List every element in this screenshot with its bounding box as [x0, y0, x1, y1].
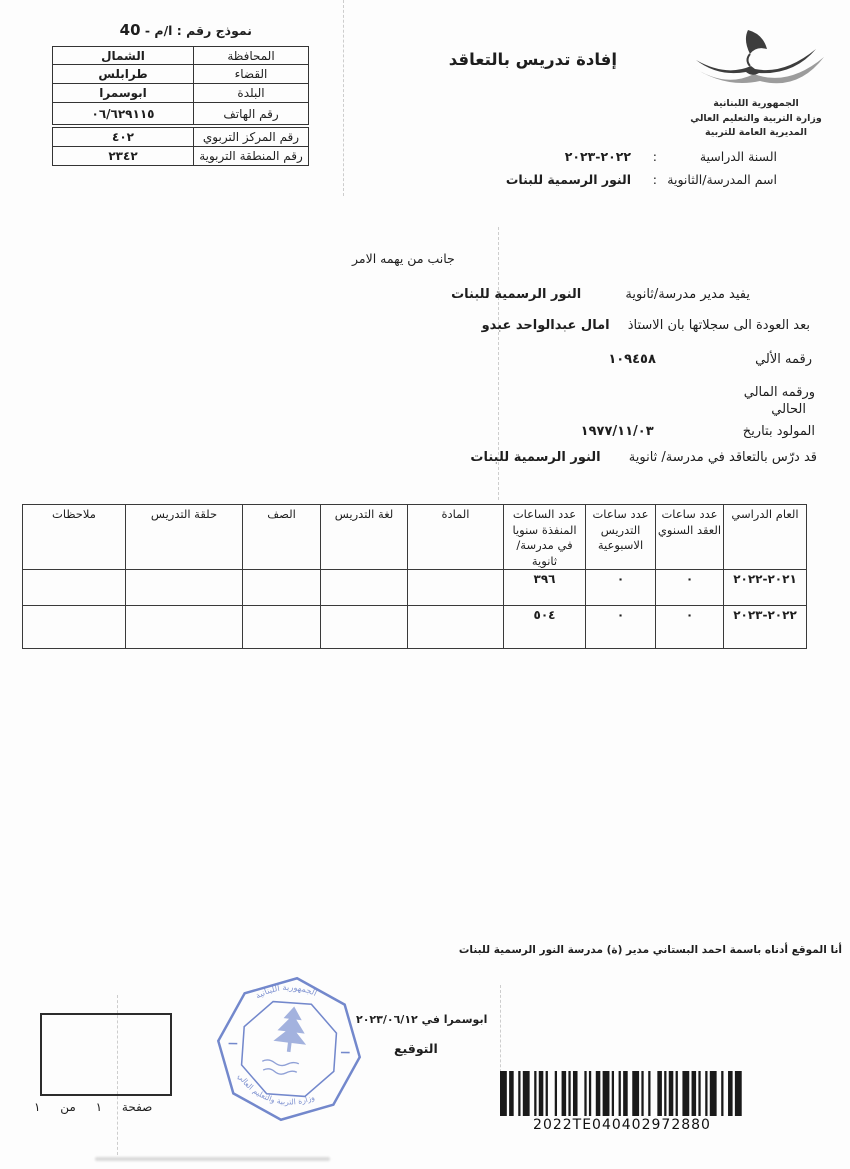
info-label: المحافظة — [194, 47, 309, 65]
financial-label-line2: الحالي — [771, 402, 806, 417]
info-value: ٤٠٢ — [53, 128, 194, 147]
school-name-label: اسم المدرسة/الثانوية — [667, 172, 777, 187]
table-row — [23, 606, 807, 649]
ministry-line-1: الجمهورية اللبنانية — [713, 98, 799, 109]
teacher-name-value: امال عبدالواحد عبدو — [481, 318, 610, 333]
info-label: رقم الهاتف — [194, 103, 309, 125]
cell-cycle — [126, 606, 243, 649]
financial-label-line1: ورقمه المالي — [743, 385, 815, 400]
info-value: طرابلس — [53, 65, 194, 84]
col-header: العام الدراسي — [724, 505, 807, 570]
auto-number-value: ١٠٩٤٥٨ — [608, 352, 656, 367]
official-stamp — [201, 963, 377, 1135]
records-label: بعد العودة الى سجلاتها بان الاستاذ — [627, 318, 810, 333]
education-center-table — [52, 127, 309, 166]
col-header: عدد ساعات العقد السنوي — [656, 505, 724, 570]
school-name-row: اسم المدرسة/الثانوية:النور الرسمية للبنات — [505, 172, 777, 187]
academic-year-value: ٢٠٢٢-٢٠٢٣ — [564, 149, 631, 164]
ministry-logo — [686, 27, 826, 97]
fold-crease — [343, 0, 344, 196]
info-value: ابوسمرا — [53, 84, 194, 103]
stamp-text-top: الجمهورية اللبنانية — [253, 981, 319, 1001]
taught-school-value: النور الرسمية للبنات — [470, 450, 601, 465]
info-label: البلدة — [194, 84, 309, 103]
cell-contract-hours: ٠ — [656, 570, 724, 606]
ministry-line-3: المديرية العامة للتربية — [705, 127, 807, 138]
hours-header-row — [23, 505, 807, 570]
col-header: الصف — [243, 505, 321, 570]
academic-year-row: السنة الدراسية:٢٠٢٢-٢٠٢٣ — [564, 149, 777, 164]
cedar-icon — [272, 1004, 310, 1053]
auto-number-label: رقمه الألي — [755, 352, 812, 367]
certify-line — [451, 287, 750, 302]
cell-executed-hours: ٣٩٦ — [504, 570, 586, 606]
teaching-hours-table — [22, 504, 807, 649]
empty-stamp-box — [40, 1013, 172, 1096]
cell-cycle — [126, 570, 243, 606]
table-row — [23, 570, 807, 606]
certify-school-value: النور الرسمية للبنات — [451, 287, 582, 302]
form-number — [60, 21, 252, 39]
cell-notes — [23, 606, 126, 649]
col-header: لغة التدريس — [321, 505, 408, 570]
col-header: حلقة التدريس — [126, 505, 243, 570]
col-header: المادة — [408, 505, 504, 570]
financial-number-line — [744, 384, 815, 418]
cell-weekly-hours: ٠ — [586, 606, 656, 649]
info-value: الشمال — [53, 47, 194, 65]
cell-contract-hours: ٠ — [656, 606, 724, 649]
barcode — [500, 1071, 744, 1133]
place-date-line: ابوسمرا في ٢٠٢٣/٠٦/١٢ — [356, 1013, 488, 1026]
records-line — [482, 318, 810, 333]
cell-language — [321, 570, 408, 606]
info-value: ٠٦/٦٢٩١١٥ — [53, 103, 194, 125]
info-value: ٢٣٤٢ — [53, 147, 194, 166]
cell-weekly-hours: ٠ — [586, 570, 656, 606]
stamp-text-bottom: وزارة التربية والتعليم العالي — [235, 1071, 316, 1107]
col-header: ملاحظات — [23, 505, 126, 570]
form-number-value: 40 — [119, 21, 141, 39]
taught-label: قد درّس بالتعاقد في مدرسة/ ثانوية — [628, 450, 817, 465]
ministry-title-block — [684, 97, 828, 141]
barcode-bars — [500, 1071, 744, 1116]
birth-date-label: المولود بتاريخ — [742, 424, 815, 439]
cell-year: ٢٠٢٢-٢٠٢٣ — [724, 606, 807, 649]
certify-label: يفيد مدير مدرسة/ثانوية — [625, 287, 750, 302]
col-header: عدد ساعات التدريس الاسبوعية — [586, 505, 656, 570]
ministry-line-2: وزارة التربية والتعليم العالي — [690, 112, 822, 124]
info-label: رقم المركز التربوي — [194, 128, 309, 147]
certifier-statement: أنا الموقع أدناه باسمة احمد البستاني مدير (ة) مدرسة النور الرسمية للبنات — [458, 944, 842, 956]
taught-line — [470, 450, 817, 465]
signature-label: التوقيع — [394, 1041, 438, 1056]
birth-date-line — [581, 424, 815, 439]
academic-year-label: السنة الدراسية — [699, 149, 777, 164]
cell-executed-hours: ٥٠٤ — [504, 606, 586, 649]
birth-date-value: ١٩٧٧/١١/٠٣ — [580, 424, 654, 439]
cell-class — [243, 606, 321, 649]
open-book-icon — [686, 27, 826, 97]
page-number: صفحة ١ من ١ — [34, 1100, 153, 1114]
col-header: عدد الساعات المنفذة سنويا في مدرسة/ثانوية — [504, 505, 586, 570]
barcode-value: 2022TE040402972880 — [533, 1117, 711, 1133]
svg-text:وزارة التربية والتعليم العالي — [233, 1071, 318, 1110]
cell-year: ٢٠٢١-٢٠٢٢ — [724, 570, 807, 606]
cell-class — [243, 570, 321, 606]
info-label: القضاء — [194, 65, 309, 84]
auto-number-line — [608, 352, 812, 367]
to-whom-line: جانب من يهمه الامر — [352, 251, 455, 266]
form-number-label: نموذج رقم : ا/م - — [144, 23, 252, 38]
scan-artifact — [95, 1157, 330, 1161]
location-info-table — [52, 46, 309, 125]
cell-language — [321, 606, 408, 649]
cell-subject — [408, 606, 504, 649]
document-title: إفادة تدريس بالتعاقد — [448, 50, 617, 69]
cell-subject — [408, 570, 504, 606]
info-label: رقم المنطقة التربوية — [194, 147, 309, 166]
school-name-value: النور الرسمية للبنات — [505, 172, 631, 187]
cell-notes — [23, 570, 126, 606]
